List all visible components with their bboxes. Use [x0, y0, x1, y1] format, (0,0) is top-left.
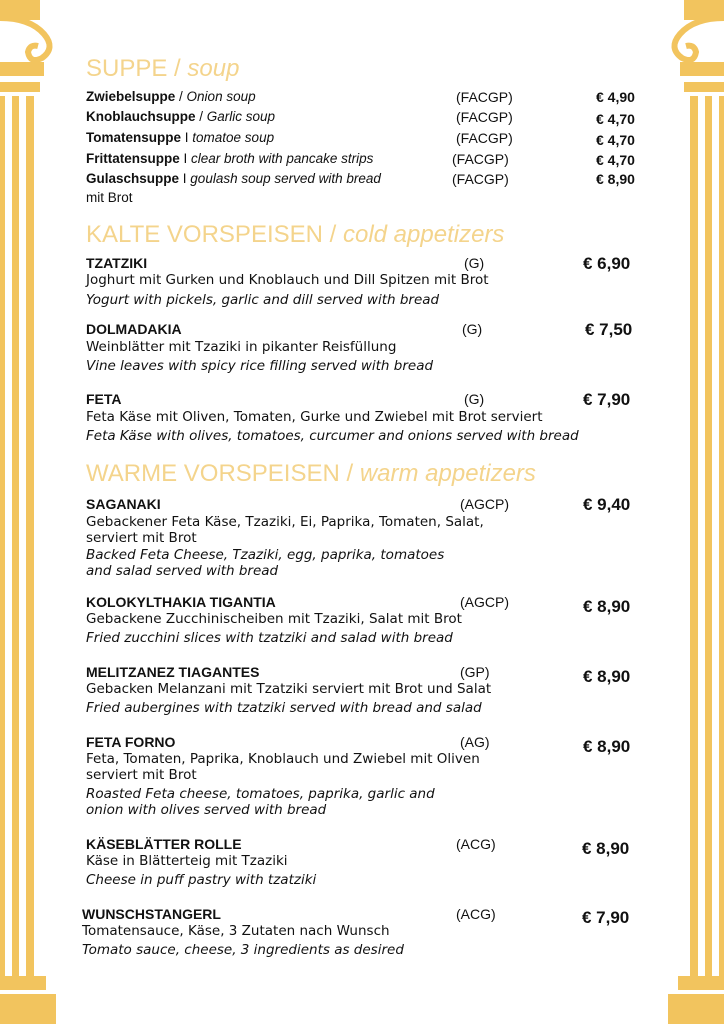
dish-name: TZATZIKI [86, 255, 148, 271]
dish-name: SAGANAKI [86, 496, 161, 512]
allergen-code: (ACG) [456, 836, 496, 852]
allergen-code: (G) [464, 255, 485, 271]
dish-description-en: Tomato sauce, cheese, 3 ingredients as desired [82, 942, 404, 958]
allergen-code: (FACGP) [456, 109, 513, 125]
price: € 6,90 [583, 254, 631, 273]
price: € 7,50 [585, 320, 633, 339]
dish-description-en: Roasted Feta cheese, tomatoes, paprika, garlic and [86, 786, 435, 802]
allergen-code: (G) [464, 391, 485, 407]
price: € 4,70 [596, 152, 635, 168]
dish-description-en: Cheese in puff pastry with tzatziki [86, 872, 317, 888]
allergen-code: (FACGP) [452, 151, 509, 167]
dish-description-de: Feta, Tomaten, Paprika, Knoblauch und Zwiebel mit Oliven [86, 751, 480, 767]
dish-description-de: Gebacken Melanzani mit Tzatziki serviert mit Brot und Salat [86, 681, 492, 697]
dish-description-en: Yogurt with pickels, garlic and dill served with bread [86, 292, 440, 308]
price: € 8,90 [583, 667, 631, 686]
dish-description-de-cont: serviert mit Brot [86, 530, 197, 546]
left-pillar [0, 0, 56, 1024]
allergen-code: (FACGP) [456, 89, 513, 105]
allergen-code: (GP) [460, 664, 490, 680]
dish-description-de: Gebackene Zucchinischeiben mit Tzaziki, Salat mit Brot [86, 611, 462, 627]
price: € 4,70 [596, 111, 635, 127]
allergen-code: (FACGP) [452, 171, 509, 187]
dish-description-de-cont: serviert mit Brot [86, 767, 197, 783]
allergen-code: (FACGP) [456, 130, 513, 146]
price: € 7,90 [582, 908, 630, 927]
menu-item: Zwiebelsuppe / Onion soup [86, 89, 256, 104]
dish-name: DOLMADAKIA [86, 321, 182, 337]
dish-description-de: Gebackener Feta Käse, Tzaziki, Ei, Paprika, Tomaten, Salat, [86, 514, 484, 530]
dish-name: MELITZANEZ TIAGANTES [86, 664, 260, 680]
dish-description-en-cont: and salad served with bread [86, 563, 279, 579]
dish-name: KÄSEBLÄTTER ROLLE [86, 836, 242, 852]
price: € 8,90 [582, 839, 630, 858]
allergen-code: (AGCP) [460, 594, 509, 610]
price: € 8,90 [583, 597, 631, 616]
price: € 8,90 [583, 737, 631, 756]
dish-description-en: Vine leaves with spicy rice filling served with bread [86, 358, 434, 374]
dish-name: WUNSCHSTANGERL [82, 906, 221, 922]
dish-description-en: Fried zucchini slices with tzatziki and salad with bread [86, 630, 453, 646]
dish-description-de: Weinblätter mit Tzaziki in pikanter Reisfüllung [86, 339, 397, 355]
dish-name: FETA FORNO [86, 734, 176, 750]
menu-item: Knoblauchsuppe / Garlic soup [86, 109, 276, 124]
price: € 4,90 [596, 89, 635, 105]
dish-description-en: Feta Käse with olives, tomatoes, curcumer and onions served with bread [86, 428, 579, 444]
dish-name: KOLOKYLTHAKIA TIGANTIA [86, 594, 276, 610]
allergen-code: (AGCP) [460, 496, 509, 512]
dish-description-en: Backed Feta Cheese, Tzaziki, egg, paprika, tomatoes [86, 547, 445, 563]
menu-item: Tomatensuppe I tomatoe soup [86, 130, 275, 145]
allergen-code: (G) [462, 321, 483, 337]
right-pillar [668, 0, 724, 1024]
allergen-code: (ACG) [456, 906, 496, 922]
dish-description-en: Fried aubergines with tzatziki served with bread and salad [86, 700, 482, 716]
dish-description-de: Käse in Blätterteig mit Tzaziki [86, 853, 288, 869]
price: € 9,40 [583, 495, 631, 514]
dish-description-en-cont: onion with olives served with bread [86, 802, 327, 818]
dish-description-de: Tomatensauce, Käse, 3 Zutaten nach Wunsch [82, 923, 390, 939]
dish-description-de: Joghurt mit Gurken und Knoblauch und Dill Spitzen mit Brot [86, 272, 489, 288]
price: € 7,90 [583, 390, 631, 409]
section-heading-soup: SUPPE / soup [86, 55, 240, 82]
menu-item: Gulaschsuppe I goulash soup served with bread [86, 171, 381, 186]
dish-description-de: Feta Käse mit Oliven, Tomaten, Gurke und Zwiebel mit Brot serviert [86, 409, 543, 425]
allergen-code: (AG) [460, 734, 490, 750]
dish-name: FETA [86, 391, 122, 407]
section-heading-warm: WARME VORSPEISEN / warm appetizers [86, 460, 536, 487]
menu-item-extra: mit Brot [86, 190, 133, 205]
section-heading-cold: KALTE VORSPEISEN / cold appetizers [86, 221, 505, 248]
price: € 4,70 [596, 132, 635, 148]
menu-item: Frittatensuppe I clear broth with pancake strips [86, 151, 374, 166]
price: € 8,90 [596, 171, 635, 187]
